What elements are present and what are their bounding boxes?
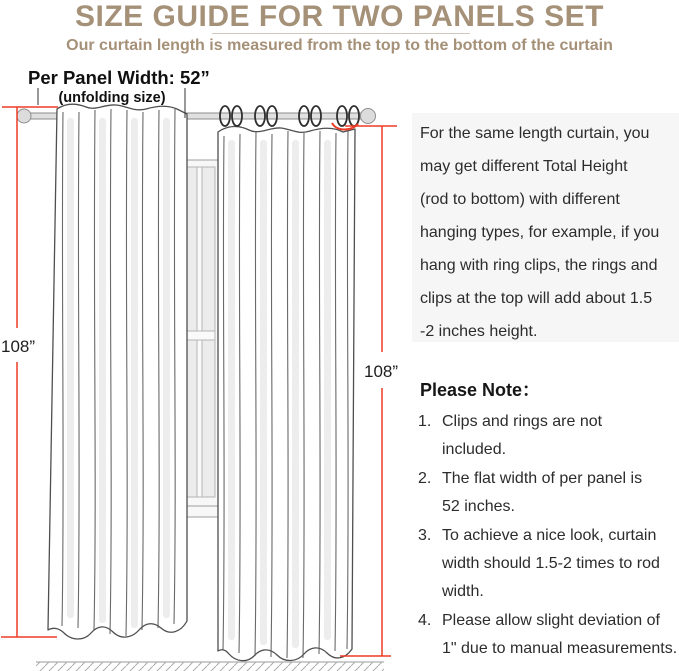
note-line [418, 465, 676, 493]
note-text: The flat width of per panel is [442, 469, 643, 487]
info-line: hang with ring clips, the rings and [420, 257, 658, 274]
note-text: 52 inches. [442, 498, 515, 516]
page-subtitle: Our curtain length is measured from the top to the bottom of the curtain [66, 37, 613, 54]
info-line: -2 inches height. [420, 323, 538, 340]
note-number [418, 578, 442, 606]
note-number [418, 493, 442, 521]
note-number [418, 635, 442, 663]
left-height-label: 108” [1, 337, 36, 356]
please-note-heading: Please Note： [420, 380, 541, 400]
info-line: clips at the top will add about 1.5 [420, 290, 653, 307]
note-text: Clips and rings are not [442, 413, 603, 430]
note-line [418, 436, 676, 464]
note-text: Please allow slight deviation of [442, 611, 660, 629]
unfolding-size-label: (unfolding size) [58, 90, 166, 106]
note-line [418, 522, 676, 550]
note-number [418, 550, 442, 578]
left-curtain-panel [48, 104, 187, 639]
hanging-info-box [412, 113, 679, 342]
note-number: 2. [418, 469, 432, 487]
note-number: 4. [418, 611, 432, 629]
note-text: width. [442, 583, 484, 601]
right-curtain-panel [218, 106, 359, 661]
note-text: 1" due to manual measurements. [442, 640, 678, 658]
info-line: hanging types, for example, if you [420, 224, 660, 241]
panel-width-label: Per Panel Width: 52” [28, 67, 210, 88]
info-line: For the same length curtain, you [420, 125, 650, 142]
note-number: 1. [418, 413, 432, 430]
note-text: width should 1.5-2 times to rod [442, 555, 660, 573]
note-text: included. [442, 441, 507, 459]
note-number: 3. [418, 526, 432, 544]
page-title: SIZE GUIDE FOR TWO PANELS SET [75, 0, 604, 33]
right-height-label: 108” [364, 362, 399, 381]
note-line [418, 607, 676, 635]
note-line [418, 578, 676, 606]
note-text: To achieve a nice look, curtain [442, 526, 657, 544]
rod-finial-left [17, 109, 31, 123]
rod-finial-right [361, 109, 376, 124]
floor-hatch [36, 662, 384, 671]
note-line [418, 550, 676, 578]
note-line [418, 408, 676, 436]
notes-list [418, 408, 676, 664]
note-line [418, 635, 676, 663]
note-line [418, 493, 676, 521]
info-line: (rod to bottom) with different [420, 191, 620, 208]
info-line: may get different Total Height [420, 158, 628, 175]
note-number [418, 436, 442, 464]
